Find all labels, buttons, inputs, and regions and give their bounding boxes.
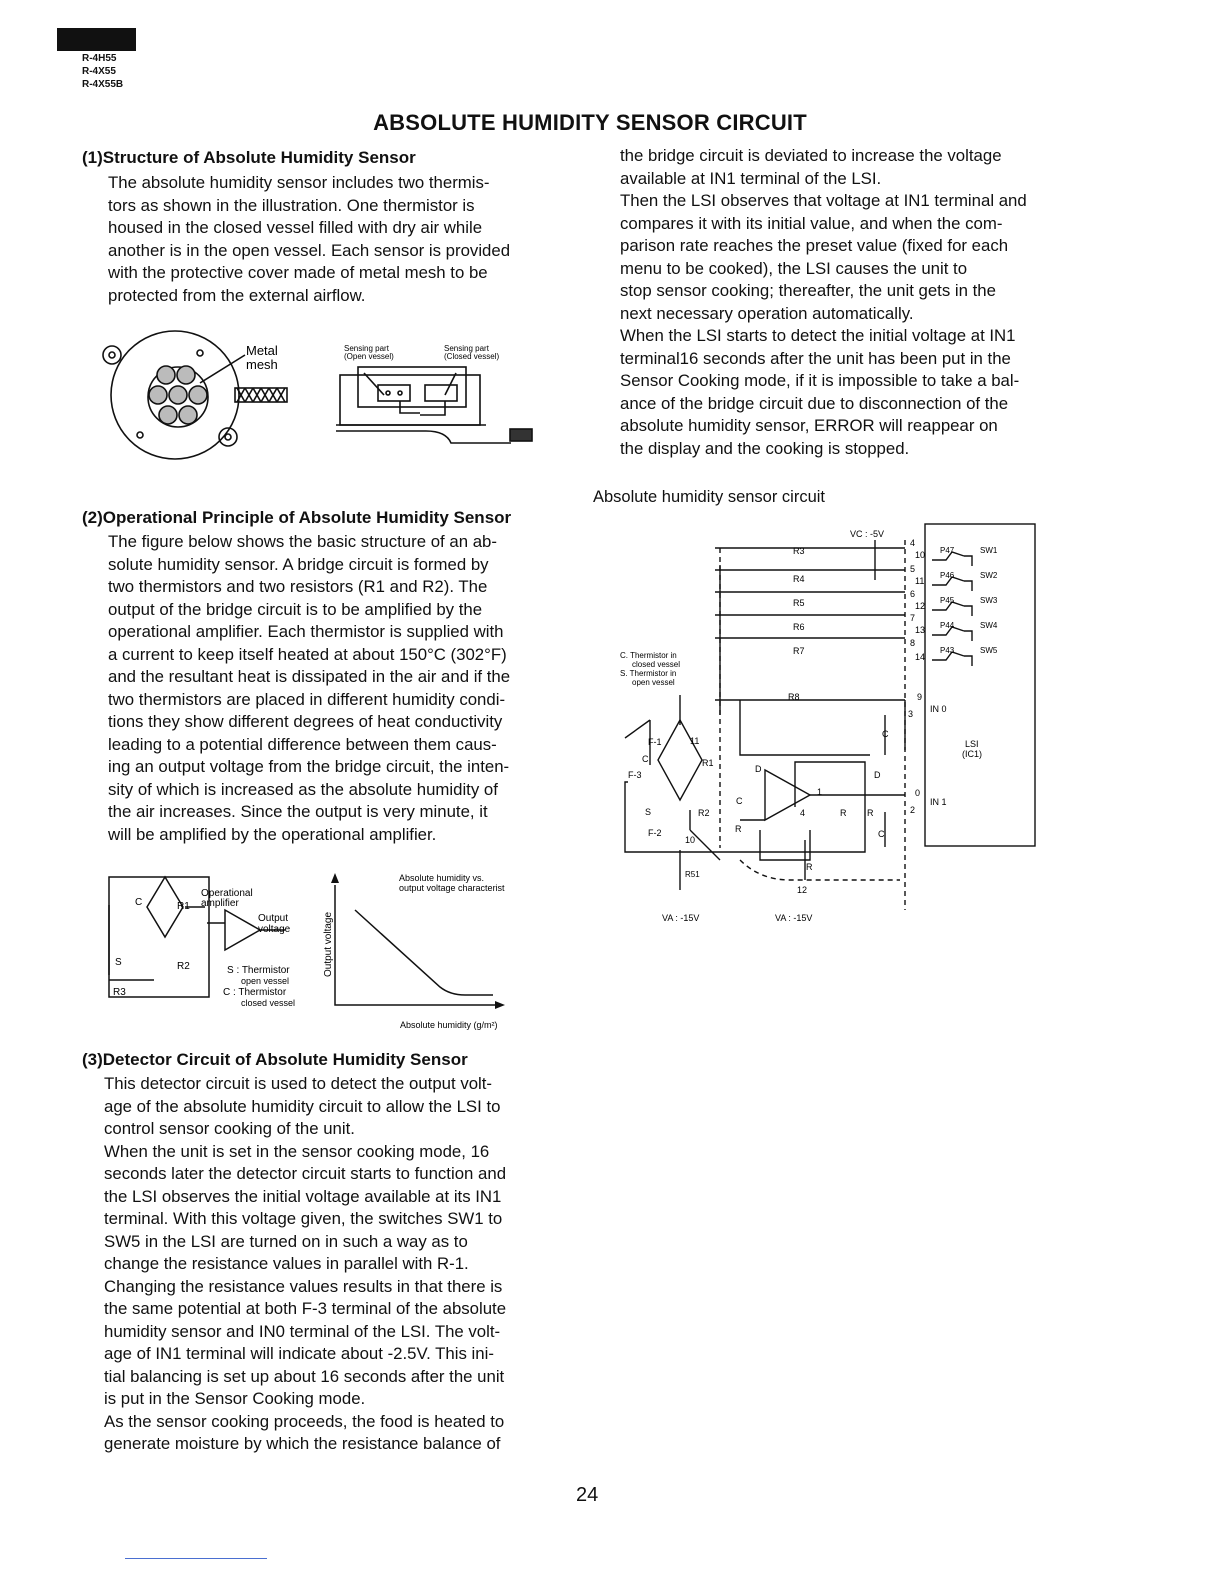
- svg-text:R51: R51: [685, 870, 700, 879]
- svg-text:F-3: F-3: [628, 770, 642, 780]
- svg-text:C: C: [736, 796, 743, 806]
- svg-text:R8: R8: [788, 692, 800, 702]
- svg-text:R3: R3: [793, 546, 805, 556]
- svg-text:(Closed vessel): (Closed vessel): [444, 352, 500, 361]
- divider-line: [125, 1558, 267, 1559]
- svg-text:4: 4: [910, 538, 916, 548]
- svg-text:P45: P45: [940, 596, 955, 605]
- bridge-and-graph-figure: [95, 865, 545, 1035]
- svg-text:F-2: F-2: [648, 828, 662, 838]
- page-number: 24: [576, 1484, 599, 1506]
- svg-text:3: 3: [908, 709, 914, 719]
- va-label: VA : -15V: [775, 913, 813, 923]
- svg-text:SW3: SW3: [980, 596, 998, 605]
- svg-text:F-1: F-1: [648, 737, 662, 747]
- svg-text:mesh: mesh: [246, 357, 278, 372]
- svg-text:R7: R7: [793, 646, 805, 656]
- detector-circuit-diagram: [610, 520, 1050, 930]
- model-list: [82, 52, 123, 91]
- svg-text:R6: R6: [793, 622, 805, 632]
- svg-text:2: 2: [910, 805, 916, 815]
- svg-text:P43: P43: [940, 646, 955, 655]
- svg-text:closed vessel: closed vessel: [632, 660, 681, 669]
- sensor-structure-figure: [100, 325, 550, 490]
- svg-text:closed vessel: closed vessel: [241, 998, 296, 1008]
- svg-text:R1: R1: [702, 758, 714, 768]
- svg-text:R: R: [735, 824, 742, 834]
- svg-text:C: C: [135, 897, 143, 908]
- header-black-bar: [57, 28, 136, 51]
- section3-heading: (3)Detector Circuit of Absolute Humidity Sensor: [82, 1050, 468, 1069]
- svg-text:C. Thermistor in: C. Thermistor in: [620, 651, 677, 660]
- model-number: R-4X55B: [82, 79, 124, 90]
- lsi-label: LSI: [965, 739, 979, 749]
- svg-text:10: 10: [685, 835, 696, 845]
- svg-text:11: 11: [690, 736, 700, 746]
- svg-text:SW4: SW4: [980, 621, 998, 630]
- svg-text:11: 11: [915, 576, 925, 586]
- svg-text:C : Thermistor: C : Thermistor: [223, 987, 287, 998]
- section2-body: The figure below shows the basic structure of an ab- solute humidity sensor. A bridge circuit is formed by two thermistors and two resistors (R1 and R2). The output of the bridge circuit is to be amplified by the operational amplifier. Each thermistor is supplied with a current to keep itself heated at about 150°C (302°F) and the resultant heat is dissipated in the air and if the two thermistors are placed in different humidity condi- tions they show different degrees of heat conductivity leading to a potential difference between them caus- ing an output voltage from the bridge circuit, the inten- sity of which is increased as the absolute humidity of the air increases. Since the output is very minute, it will be amplified by the operational amplifier.: [108, 532, 511, 844]
- svg-text:12: 12: [915, 601, 926, 611]
- svg-text:9: 9: [917, 692, 923, 702]
- svg-text:open vessel: open vessel: [632, 678, 675, 687]
- section2-heading: (2)Operational Principle of Absolute Humidity Sensor: [82, 508, 512, 527]
- op-amp-label: Operational: [201, 888, 253, 899]
- svg-text:10: 10: [915, 550, 926, 560]
- svg-text:R2: R2: [177, 961, 190, 972]
- svg-text:D: D: [874, 770, 881, 780]
- graph-title: Absolute humidity vs.: [399, 873, 485, 883]
- va-label: VA : -15V: [662, 913, 700, 923]
- svg-text:D: D: [755, 764, 762, 774]
- svg-text:R: R: [806, 862, 813, 872]
- svg-text:6: 6: [910, 589, 916, 599]
- svg-text:5: 5: [910, 564, 916, 574]
- svg-text:voltage: voltage: [258, 924, 291, 935]
- svg-text:R: R: [840, 808, 847, 818]
- svg-text:SW1: SW1: [980, 546, 998, 555]
- sensing-open-label: Sensing part: [344, 344, 389, 353]
- svg-text:P46: P46: [940, 571, 955, 580]
- svg-text:R4: R4: [793, 574, 805, 584]
- model-number: R-4X55: [82, 66, 116, 77]
- svg-text:(Open vessel): (Open vessel): [344, 352, 394, 361]
- page-title: ABSOLUTE HUMIDITY SENSOR CIRCUIT: [373, 110, 807, 135]
- svg-text:R3: R3: [113, 987, 126, 998]
- svg-text:S: S: [645, 807, 652, 817]
- svg-text:13: 13: [915, 625, 926, 635]
- svg-text:SW2: SW2: [980, 571, 998, 580]
- svg-text:14: 14: [915, 652, 926, 662]
- svg-text:C: C: [642, 754, 649, 764]
- vc-label: VC : -5V: [850, 529, 885, 539]
- svg-text:S : Thermistor: S : Thermistor: [227, 965, 290, 976]
- section1-heading: (1)Structure of Absolute Humidity Sensor: [82, 148, 416, 167]
- x-axis-label: Absolute humidity (g/m²): [400, 1020, 498, 1030]
- y-axis-label: Output voltage: [323, 911, 334, 977]
- svg-text:output voltage characterist: output voltage characterist: [399, 883, 505, 893]
- svg-text:C: C: [882, 729, 889, 739]
- svg-text:1: 1: [817, 787, 823, 797]
- sensing-closed-label: Sensing part: [444, 344, 489, 353]
- right-column-body: the bridge circuit is deviated to increase the voltage available at IN1 terminal of the LSI. Then the LSI observes that voltage at IN1 terminal and compares it with its initial value, and when the com- parison rate reaches the preset value (fixed for each menu to be cooked), the LSI causes the unit to stop sensor cooking; thereafter, the unit gets in the next necessary operation automatically. When the LSI starts to detect the initial voltage at IN1 terminal16 seconds after the unit has been put in the Sensor Cooking mode, if it is impossible to take a bal- ance of the bridge circuit due to disconnection of the absolute humidity sensor, ERROR will reappear on the display and the cooking is stopped.: [620, 146, 1027, 458]
- svg-text:amplifier: amplifier: [201, 898, 239, 909]
- circuit-caption: Absolute humidity sensor circuit: [593, 488, 826, 506]
- output-label: Output: [258, 913, 289, 924]
- svg-text:0: 0: [915, 788, 921, 798]
- svg-text:open vessel: open vessel: [241, 976, 290, 986]
- svg-text:C: C: [878, 829, 885, 839]
- in1-label: IN 1: [930, 797, 947, 807]
- in0-label: IN 0: [930, 704, 947, 714]
- svg-text:P47: P47: [940, 546, 955, 555]
- svg-text:12: 12: [797, 885, 808, 895]
- svg-text:R1: R1: [177, 901, 190, 912]
- model-number: R-4H55: [82, 53, 117, 64]
- svg-text:R2: R2: [698, 808, 710, 818]
- svg-text:R5: R5: [793, 598, 805, 608]
- svg-text:8: 8: [910, 638, 916, 648]
- svg-text:7: 7: [910, 613, 916, 623]
- svg-text:P44: P44: [940, 621, 955, 630]
- svg-text:SW5: SW5: [980, 646, 998, 655]
- svg-text:(IC1): (IC1): [962, 749, 982, 759]
- svg-text:4: 4: [800, 808, 806, 818]
- svg-text:R: R: [867, 808, 874, 818]
- metal-mesh-label: Metal: [246, 343, 278, 358]
- svg-text:S. Thermistor in: S. Thermistor in: [620, 669, 677, 678]
- section3-body: This detector circuit is used to detect the output volt- age of the absolute humidity circuit to allow the LSI to control sensor cooking of the unit. When the unit is set in the sensor cooking mode, 16 seconds later the detector circuit starts to function and the LSI observes the initial voltage available at its IN1 terminal. With this voltage given, the switches SW1 to SW5 in the LSI are turned on in such a way as to change the resistance values in parallel with R-1. Changing the resistance values results in that there is the same potential at both F-3 terminal of the absolute humidity sensor and IN0 terminal of the LSI. The volt- age of IN1 terminal will indicate about -2.5V. This ini- tial balancing is set up about 16 seconds after the unit is put in the Sensor Cooking mode. As the sensor cooking proceeds, the food is heated to generate moisture by which the resistance balance of: [104, 1074, 507, 1453]
- section1-body: The absolute humidity sensor includes two thermis- tors as shown in the illustration. One thermistor is housed in the closed vessel filled with dry air while another is in the open vessel. Each sensor is provided with the protective cover made of metal mesh to be protected from the external airflow.: [108, 173, 511, 305]
- svg-text:S: S: [115, 957, 122, 968]
